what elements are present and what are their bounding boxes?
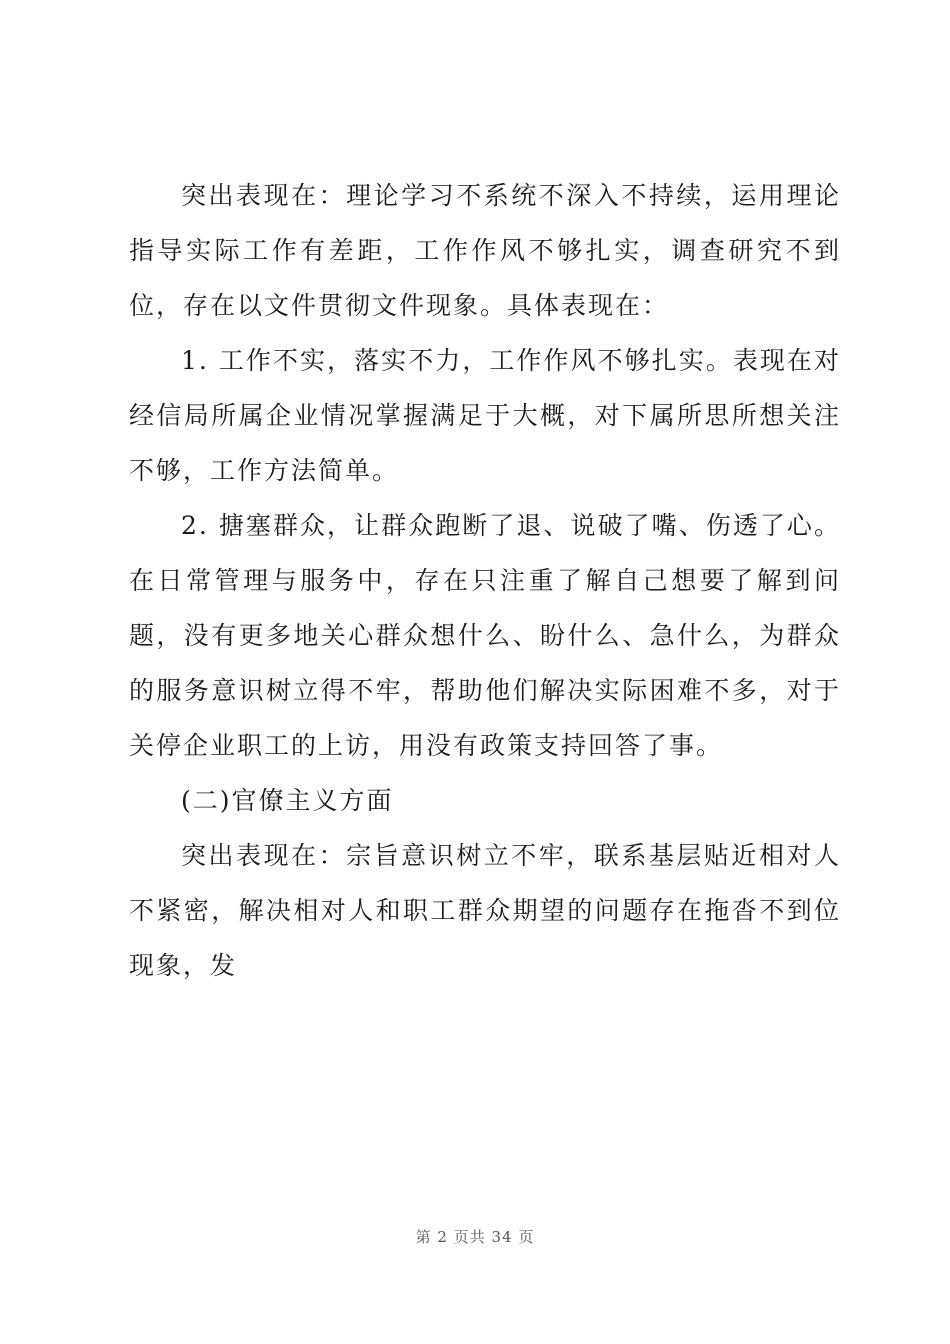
paragraph-2: 1. 工作不实，落实不力，工作作风不够扎实。表现在对经信局所属企业情况掌握满足于大概，对下属所思所想关注不够，工作方法简单。 [129,346,841,485]
section-heading: (二)官僚主义方面 [181,786,394,815]
page-footer: 第 2 页共 34 页 [415,1228,535,1246]
paragraph-3: 2. 搪塞群众，让群众跑断了退、说破了嘴、伤透了心。在日常管理与服务中，存在只注重了解自己想要了解到问题，没有更多地关心群众想什么、盼什么、急什么，为群众的服务意识树立得不牢，帮助他们解决实际困难不多，对于关停企业职工的上访，用没有政策支持回答了事。 [129,511,841,760]
paragraph-1: 突出表现在：理论学习不系统不深入不持续，运用理论指导实际工作有差距，工作作风不够扎实，调查研究不到位，存在以文件贯彻文件现象。具体表现在： [129,181,841,320]
paragraph-4: 突出表现在：宗旨意识树立不牢，联系基层贴近相对人不紧密，解决相对人和职工群众期望的问题存在拖沓不到位现象，发 [129,841,841,980]
body-text [129,168,841,993]
